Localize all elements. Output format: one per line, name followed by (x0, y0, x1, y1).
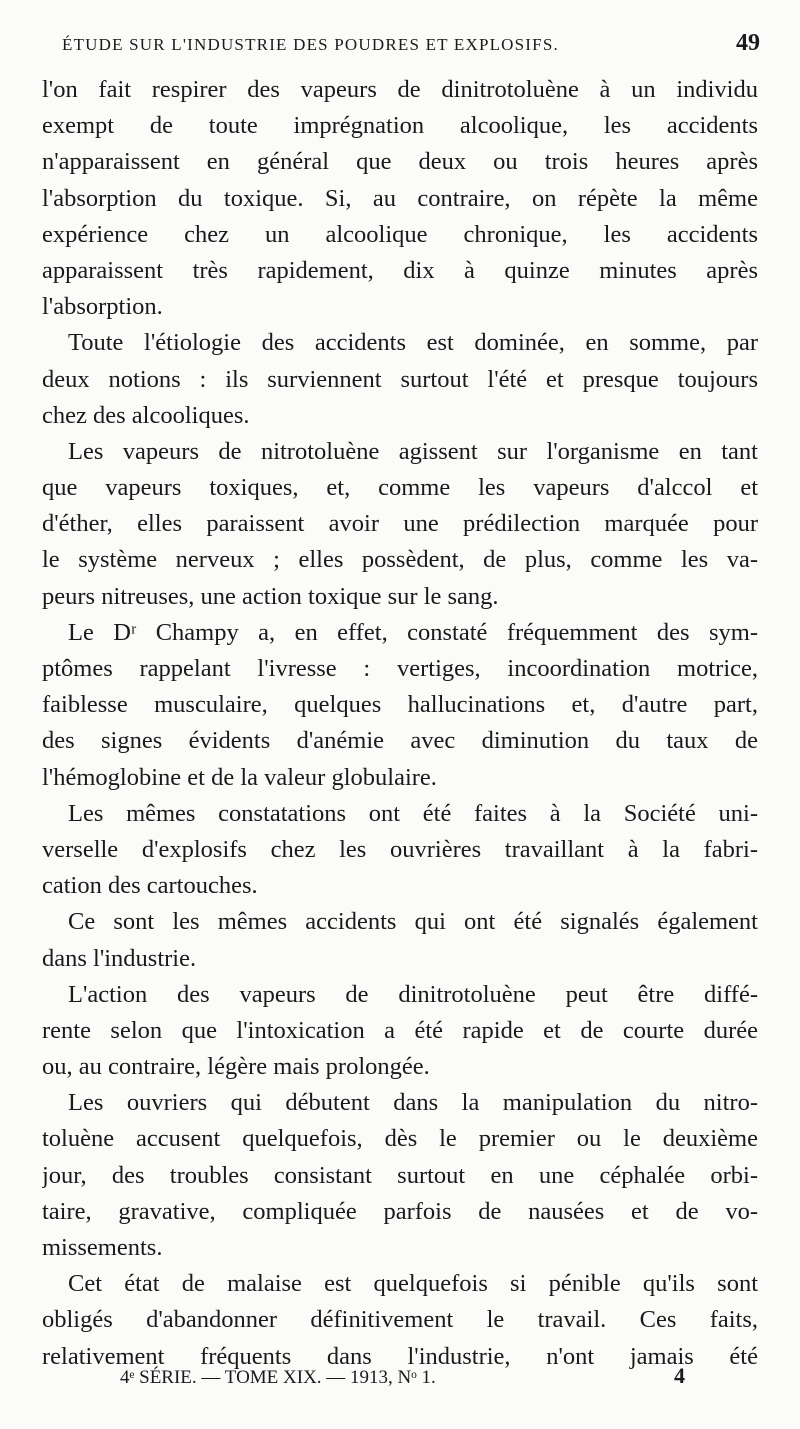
text-line: rente selon que l'intoxication a été rapide et de courte durée (42, 1016, 758, 1044)
text-line: le système nerveux ; elles possèdent, de plus, comme les va- (42, 546, 758, 574)
text-line: expérience chez un alcoolique chronique, les accidents (42, 220, 758, 248)
text-line: verselle d'explosifs chez les ouvrières travaillant à la fabri- (42, 835, 758, 863)
page-footer (120, 1363, 685, 1389)
text-line: Ce sont les mêmes accidents qui ont été signalés également (68, 908, 758, 936)
body-text (42, 72, 758, 1375)
text-line: obligés d'abandonner définitivement le travail. Ces faits, (42, 1306, 758, 1334)
text-line: l'hémoglobine et de la valeur globulaire. (42, 763, 437, 791)
signature-mark: 4 (674, 1363, 685, 1388)
text-line: ou, au contraire, légère mais prolongée. (42, 1053, 430, 1081)
text-line: deux notions : ils surviennent surtout l'été et presque toujours (42, 365, 758, 393)
text-line: des signes évidents d'anémie avec diminution du taux de (42, 727, 758, 755)
text-line: chez des alcooliques. (42, 401, 250, 429)
journal-citation: 4ᵉ SÉRIE. — TOME XIX. — 1913, Nᵒ 1. (120, 1367, 436, 1388)
page-number: 49 (736, 30, 760, 56)
text-line: ptômes rappelant l'ivresse : vertiges, incoordination motrice, (42, 655, 758, 682)
text-line: Le Dʳ Champy a, en effet, constaté fréquemment des sym- (68, 618, 758, 646)
text-line: toluène accusent quelquefois, dès le premier ou le deuxième (42, 1125, 758, 1153)
text-line: faiblesse musculaire, quelques hallucinations et, d'autre part, (42, 691, 758, 719)
text-line: l'on fait respirer des vapeurs de dinitrotoluène à un individu (42, 76, 758, 103)
text-line: taire, gravative, compliquée parfois de nausées et de vo- (42, 1197, 758, 1225)
text-line: n'apparaissent en général que deux ou trois heures après (42, 148, 758, 176)
text-line: apparaissent très rapidement, dix à quinze minutes après (42, 256, 758, 284)
text-line: Les vapeurs de nitrotoluène agissent sur l'organisme en tant (68, 437, 758, 465)
text-line: relativement fréquents dans l'industrie, n'ont jamais été (42, 1342, 758, 1370)
text-line: l'absorption du toxique. Si, au contraire, on répète la même (42, 184, 758, 212)
text-line: l'absorption. (42, 293, 163, 321)
text-line: L'action des vapeurs de dinitrotoluène peut être diffé- (68, 980, 758, 1008)
text-line: d'éther, elles paraissent avoir une prédilection marquée pour (42, 510, 758, 538)
text-line: Les ouvriers qui débutent dans la manipulation du nitro- (68, 1089, 758, 1117)
text-line: que vapeurs toxiques, et, comme les vapeurs d'alccol et (42, 474, 758, 502)
text-line: missements. (42, 1234, 163, 1261)
running-head (62, 30, 760, 70)
running-title: ÉTUDE SUR L'INDUSTRIE DES POUDRES ET EXPLOSIFS. (62, 35, 559, 54)
text-line: exempt de toute imprégnation alcoolique, les accidents (42, 112, 758, 140)
text-line: Toute l'étiologie des accidents est dominée, en somme, par (68, 329, 758, 357)
text-line: peurs nitreuses, une action toxique sur le sang. (42, 582, 499, 610)
text-line: Les mêmes constatations ont été faites à la Société uni- (68, 799, 758, 827)
text-line: cation des cartouches. (42, 872, 258, 900)
text-line: jour, des troubles consistant surtout en une céphalée orbi- (42, 1161, 758, 1189)
text-line: dans l'industrie. (42, 944, 197, 972)
text-line: Cet état de malaise est quelquefois si pénible qu'ils sont (68, 1270, 758, 1298)
